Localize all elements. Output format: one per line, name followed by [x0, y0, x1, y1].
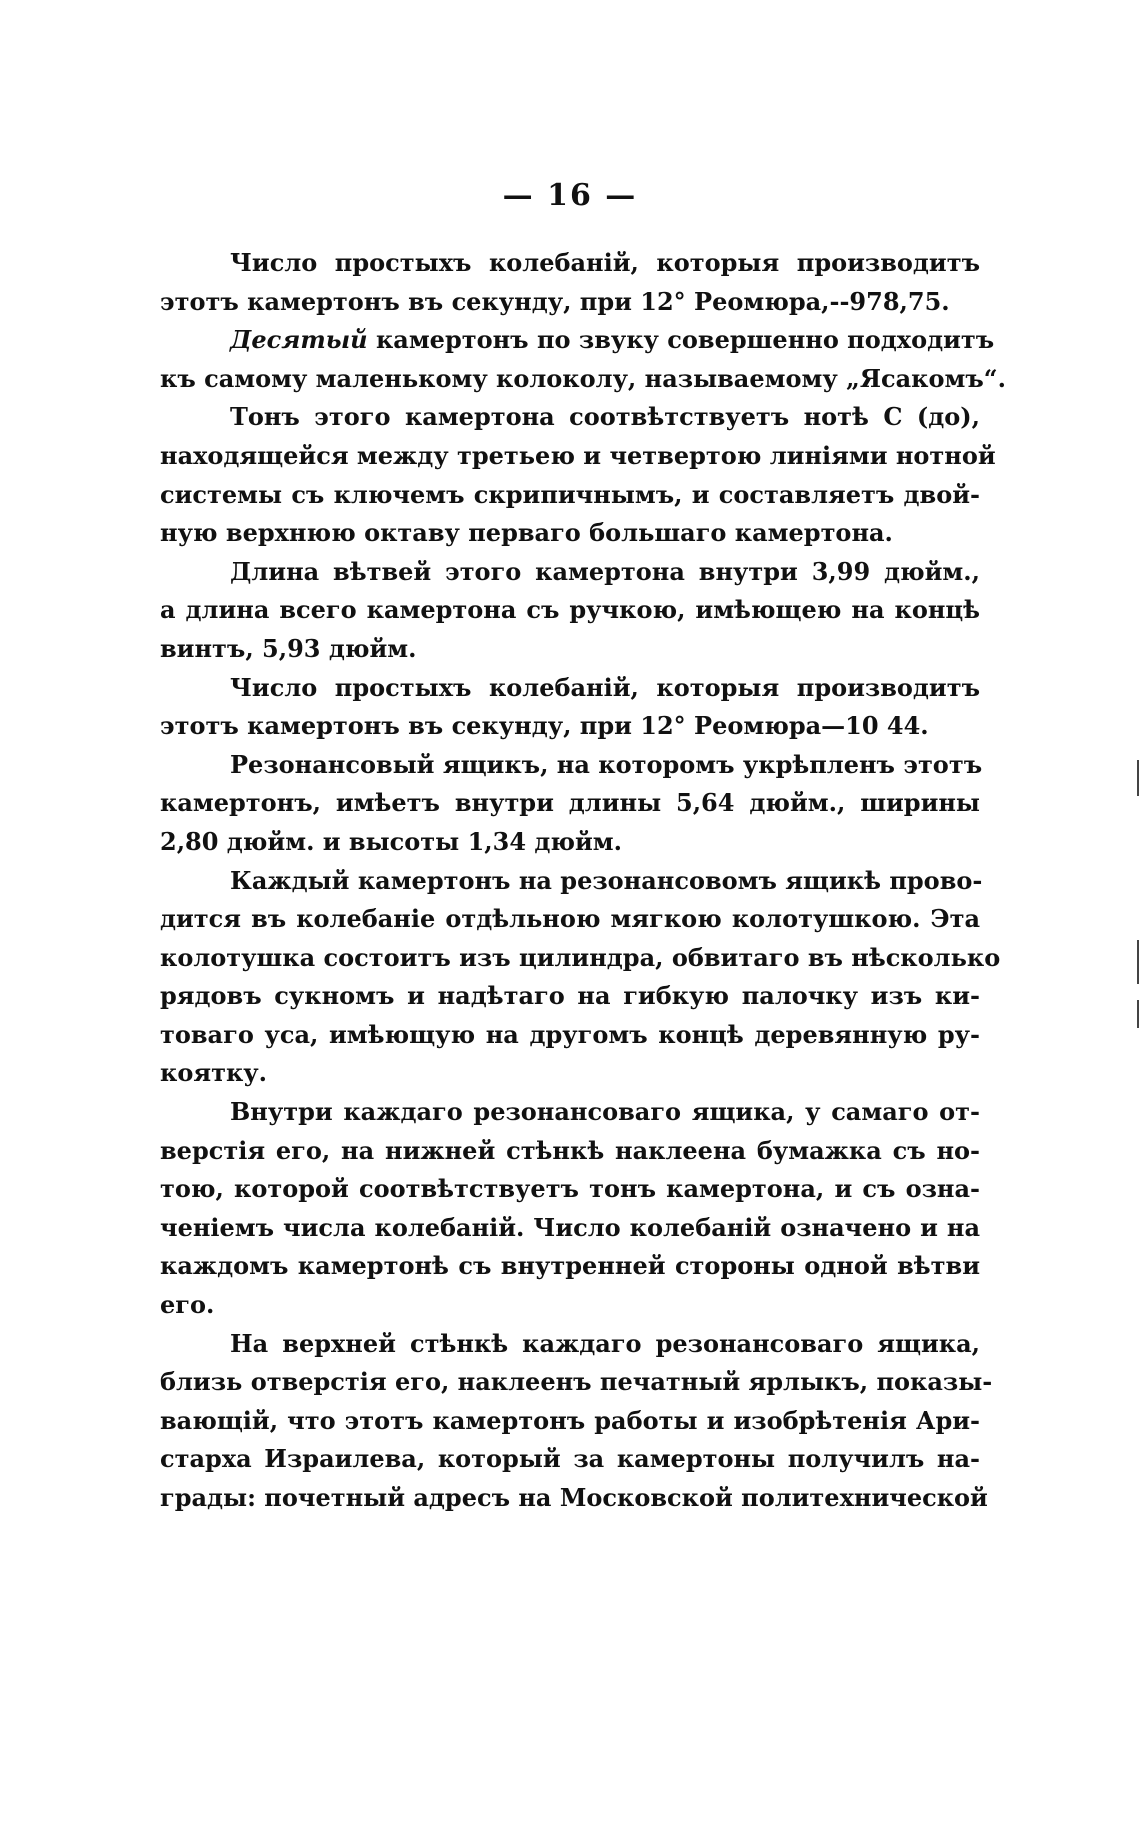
text-line: камертонъ, имѣетъ внутри длины 5,64 дюйм., ширины: [160, 788, 980, 818]
text-line: рядовъ сукномъ и надѣтаго на гибкую палочку изъ ки-: [160, 981, 980, 1011]
scan-artifact: [1137, 760, 1139, 796]
paragraph-9: [160, 1325, 993, 1518]
text-line: Каждый камертонъ на резонансовомъ ящикѣ прово-: [230, 865, 983, 895]
paragraph-6: [160, 746, 983, 862]
text-line: а длина всего камертона съ ручкою, имѣющею на концѣ: [160, 595, 980, 625]
text-line: дится въ колебаніе отдѣльною мягкою колотушкою. Эта: [160, 904, 980, 934]
text-line: Длина вѣтвей этого камертона внутри 3,99 дюйм.,: [230, 556, 980, 586]
text-line: Внутри каждаго резонансоваго ящика, у самаго от-: [230, 1097, 980, 1127]
paragraph-3: [160, 398, 996, 552]
page-number: — 16 —: [502, 178, 638, 213]
text-line: ченіемъ числа колебаній. Число колебаній означено и на: [160, 1212, 980, 1242]
text-line: товаго уса, имѣющую на другомъ концѣ деревянную ру-: [160, 1019, 980, 1049]
text-line: старха Израилева, который за камертоны получилъ на-: [160, 1444, 980, 1474]
text-line: 2,80 дюйм. и высоты 1,34 дюйм.: [160, 826, 622, 856]
italic-word: Десятый: [230, 325, 368, 355]
text-line: каждомъ камертонѣ съ внутренней стороны одной вѣтви: [160, 1251, 980, 1281]
text-line: коятку.: [160, 1058, 267, 1088]
body-text: [160, 244, 1006, 1518]
text-line: тою, которой соотвѣтствуетъ тонъ камертона, и съ озна-: [160, 1174, 980, 1204]
text-line: находящейся между третьею и четвертою линіями нотной: [160, 440, 996, 470]
text-line: На верхней стѣнкѣ каждаго резонансоваго ящика,: [230, 1328, 980, 1358]
text-line: этотъ камертонъ въ секунду, при 12° Реомюра—10 44.: [160, 711, 929, 741]
paragraph-4: [160, 553, 980, 669]
text-line: Тонъ этого камертона соотвѣтствуетъ нотѣ C (до),: [230, 402, 980, 432]
scan-artifact: [1137, 940, 1139, 984]
text-line: винтъ, 5,93 дюйм.: [160, 633, 417, 663]
paragraph-5: [160, 669, 980, 746]
text-line: его.: [160, 1290, 215, 1320]
text-line: верстія его, на нижней стѣнкѣ наклеена бумажка съ но-: [160, 1135, 980, 1165]
text-line: системы съ ключемъ скрипичнымъ, и составляетъ двой-: [160, 479, 980, 509]
paragraph-7: [160, 862, 1001, 1094]
text-line: этотъ камертонъ въ секунду, при 12° Реомюра,--978,75.: [160, 286, 950, 316]
paragraph-1: [160, 244, 980, 321]
text-line: вающій, что этотъ камертонъ работы и изобрѣтенія Ари-: [160, 1405, 980, 1435]
text-line: Резонансовый ящикъ, на которомъ укрѣпленъ этотъ: [230, 749, 983, 779]
scan-artifact: [1137, 1000, 1139, 1028]
text-line: Число простыхъ колебаній, которыя производитъ: [230, 672, 980, 702]
paragraph-8: [160, 1093, 980, 1325]
text-fragment: камертонъ по звуку совершенно подходитъ: [367, 325, 995, 355]
paragraph-2: [160, 321, 1006, 398]
text-line: грады: почетный адресъ на Московской политехнической: [160, 1483, 988, 1512]
text-line: близь отверстія его, наклеенъ печатный ярлыкъ, показы-: [160, 1367, 993, 1397]
text-line: колотушка состоитъ изъ цилиндра, обвитаго въ нѣсколько: [160, 942, 1001, 972]
text-line: ную верхнюю октаву перваго большаго камертона.: [160, 518, 893, 548]
text-line: Число простыхъ колебаній, которыя производитъ: [230, 248, 980, 277]
text-line: къ самому маленькому колоколу, называемому „Ясакомъ“.: [160, 363, 1006, 393]
text-line: [160, 321, 995, 360]
